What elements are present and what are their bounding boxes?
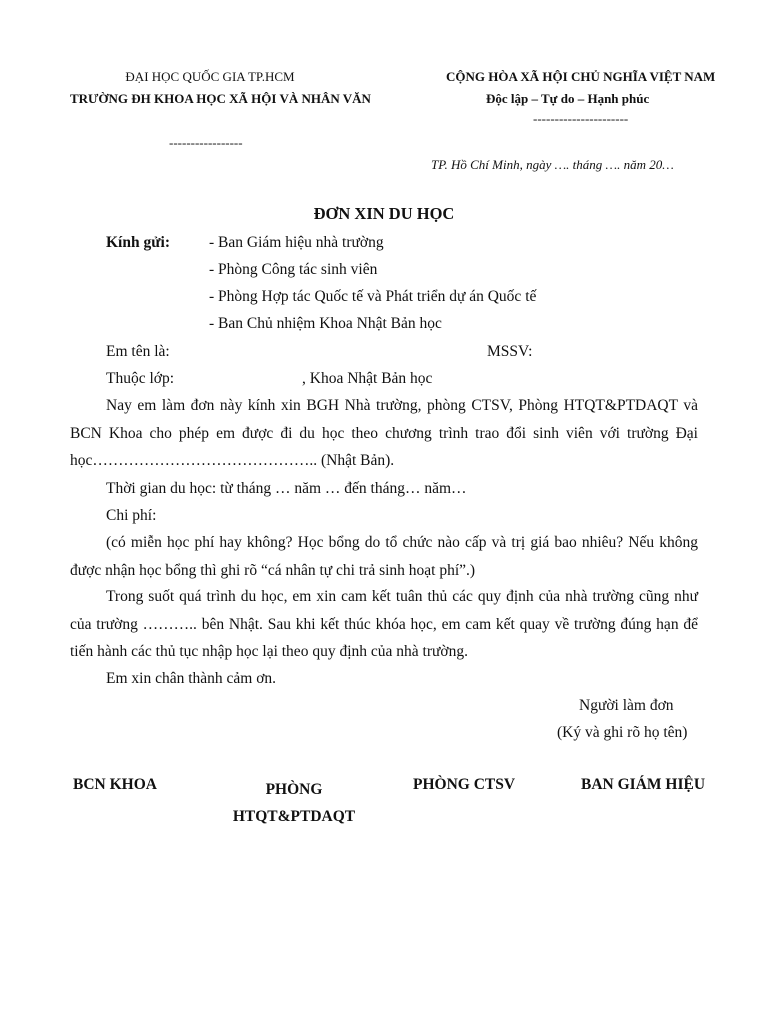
recipient-item: - Ban Chủ nhiệm Khoa Nhật Bản học <box>209 315 442 332</box>
intl-office-line1: PHÒNG <box>265 781 323 798</box>
recipients-label: Kính gửi: <box>106 234 170 251</box>
cost-label: Chi phí: <box>106 507 157 524</box>
signature-instruction: (Ký và ghi rõ họ tên) <box>557 724 688 741</box>
recipient-item: - Phòng Hợp tác Quốc tế và Phát triển dự án Quốc tế <box>209 288 537 305</box>
student-id-label: MSSV: <box>487 343 533 360</box>
recipient-item: - Ban Giám hiệu nhà trường <box>209 234 384 251</box>
name-field-label: Em tên là: <box>106 343 170 360</box>
intl-office-line2: HTQT&PTDAQT <box>232 808 356 825</box>
school-name: TRƯỜNG ĐH KHOA HỌC XÃ HỘI VÀ NHÂN VĂN <box>70 91 371 106</box>
recipient-list <box>209 229 536 337</box>
rectorate-label: BAN GIÁM HIỆU <box>581 776 706 793</box>
right-divider: ---------------------- <box>533 111 629 126</box>
date-line: TP. Hồ Chí Minh, ngày …. tháng …. năm 20… <box>431 157 674 172</box>
intl-office-label <box>228 776 360 830</box>
faculty-name: , Khoa Nhật Bản học <box>302 370 433 387</box>
commitment-paragraph: Trong suốt quá trình du học, em xin cam kết tuân thủ các quy định của nhà trường cũng như của trường ……….. bên Nhật. Sau khi kết thúc khóa học, em cam kết quay về trường đúng hạn để tiến hành các thủ tục nhập học lại theo quy định của nhà trường. <box>70 588 698 660</box>
applicant-label: Người làm đơn <box>579 697 674 714</box>
student-affairs-label: PHÒNG CTSV <box>413 776 516 793</box>
university-name: ĐẠI HỌC QUỐC GIA TP.HCM <box>125 69 295 84</box>
country-name: CỘNG HÒA XÃ HỘI CHỦ NGHĨA VIỆT NAM <box>446 69 716 84</box>
faculty-board-label: BCN KHOA <box>73 776 157 793</box>
recipient-item: - Phòng Công tác sinh viên <box>209 261 378 278</box>
duration-line: Thời gian du học: từ tháng … năm … đến tháng… năm… <box>106 480 467 497</box>
national-motto: Độc lập – Tự do – Hạnh phúc <box>486 91 650 106</box>
cost-note-paragraph: (có miễn học phí hay không? Học bổng do tổ chức nào cấp và trị giá bao nhiêu? Nếu không được nhận học bổng thì ghi rõ “cá nhân tự chi trả sinh hoạt phí”.) <box>70 534 698 579</box>
request-paragraph: Nay em làm đơn này kính xin BGH Nhà trường, phòng CTSV, Phòng HTQT&PTDAQT và BCN Khoa cho phép em được đi du học theo chương trình trao đổi sinh viên với trường Đại học…………………………………….. (Nhật Bản). <box>70 397 698 469</box>
document-title: ĐƠN XIN DU HỌC <box>313 204 455 223</box>
class-field-label: Thuộc lớp: <box>106 370 175 387</box>
thanks-line: Em xin chân thành cảm ơn. <box>106 670 277 687</box>
left-divider: ----------------- <box>169 135 243 150</box>
